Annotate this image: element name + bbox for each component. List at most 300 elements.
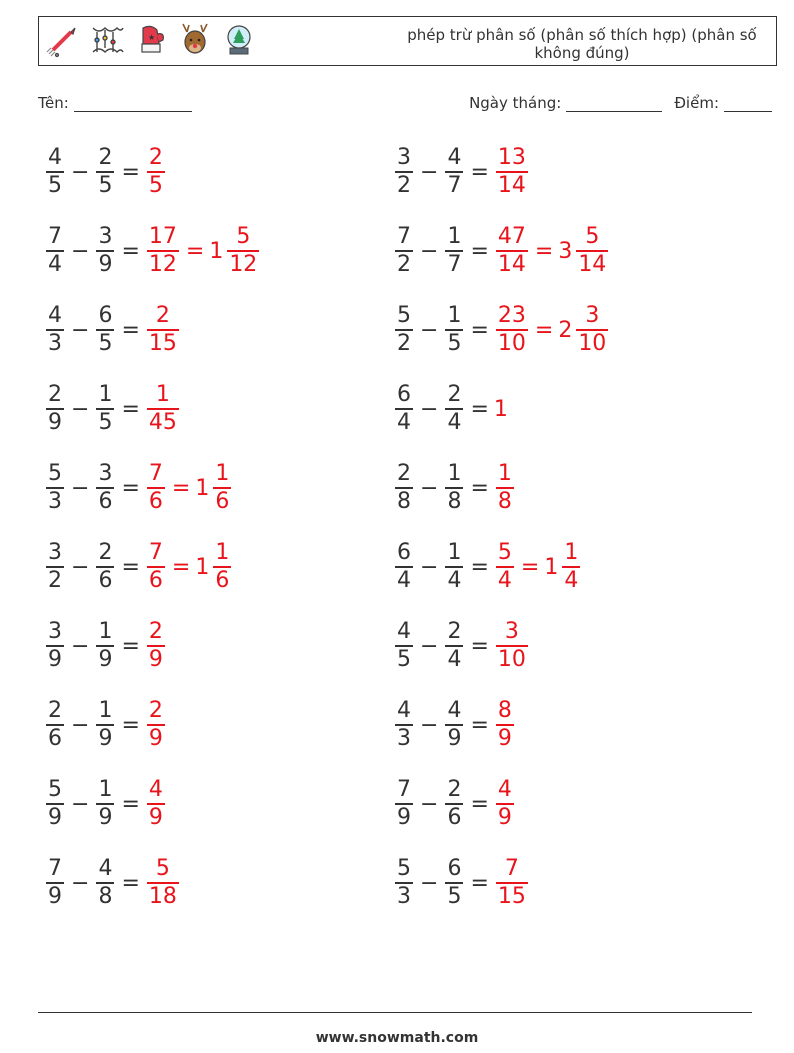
equals-sign: = bbox=[470, 712, 489, 738]
answer-fraction bbox=[147, 540, 165, 594]
equals-sign: = bbox=[470, 238, 489, 264]
denominator: 7 bbox=[447, 172, 462, 198]
numerator: 4 bbox=[98, 856, 113, 882]
numerator: 23 bbox=[497, 303, 526, 329]
reindeer-icon bbox=[177, 22, 213, 62]
minus-sign: − bbox=[71, 791, 90, 817]
answer-fraction bbox=[147, 382, 179, 436]
numerator: 7 bbox=[148, 461, 163, 487]
minuend-fraction bbox=[395, 619, 413, 673]
denominator: 3 bbox=[397, 883, 411, 909]
minuend-fraction bbox=[395, 698, 413, 752]
subtrahend-fraction bbox=[445, 461, 463, 515]
numerator: 7 bbox=[397, 777, 411, 803]
mixed-fraction bbox=[576, 303, 608, 357]
mixed-fraction bbox=[213, 461, 231, 515]
answer bbox=[145, 619, 167, 673]
minus-sign: − bbox=[71, 870, 90, 896]
answer-fraction bbox=[496, 619, 528, 673]
denominator: 5 bbox=[148, 172, 163, 198]
denominator: 6 bbox=[98, 567, 113, 593]
numerator: 5 bbox=[497, 540, 512, 566]
answer bbox=[494, 540, 582, 594]
subtrahend-fraction bbox=[96, 698, 114, 752]
numerator: 5 bbox=[585, 224, 600, 250]
header-box bbox=[38, 16, 777, 66]
numerator: 5 bbox=[236, 224, 251, 250]
answer-fraction bbox=[496, 856, 528, 910]
equals-sign: = bbox=[171, 554, 191, 580]
subtrahend-fraction bbox=[96, 540, 114, 594]
minus-sign: − bbox=[420, 554, 439, 580]
numerator: 2 bbox=[397, 461, 411, 487]
denominator: 10 bbox=[578, 330, 607, 356]
minus-sign: − bbox=[420, 791, 439, 817]
equals-sign: = bbox=[121, 712, 140, 738]
minuend-fraction bbox=[46, 461, 64, 515]
denominator: 8 bbox=[98, 883, 113, 909]
denominator: 4 bbox=[48, 251, 62, 277]
denominator: 14 bbox=[497, 251, 526, 277]
minuend-fraction bbox=[395, 461, 413, 515]
answer-fraction bbox=[496, 540, 514, 594]
denominator: 6 bbox=[215, 567, 230, 593]
numerator: 3 bbox=[98, 224, 113, 250]
denominator: 9 bbox=[48, 883, 62, 909]
denominator: 8 bbox=[497, 488, 512, 514]
problem-item bbox=[393, 298, 610, 362]
numerator: 1 bbox=[98, 382, 113, 408]
denominator: 6 bbox=[148, 488, 163, 514]
numerator: 6 bbox=[98, 303, 113, 329]
subtrahend-fraction bbox=[96, 777, 114, 831]
numerator: 1 bbox=[215, 540, 230, 566]
subtrahend-fraction bbox=[96, 382, 114, 436]
score-label: Điểm: bbox=[674, 94, 719, 112]
minus-sign: − bbox=[71, 554, 90, 580]
numerator: 7 bbox=[504, 856, 519, 882]
minus-sign: − bbox=[420, 475, 439, 501]
answer bbox=[494, 303, 610, 357]
mixed-whole: 1 bbox=[544, 554, 559, 580]
denominator: 5 bbox=[48, 172, 62, 198]
numerator: 4 bbox=[397, 698, 411, 724]
mixed-fraction bbox=[227, 224, 259, 278]
numerator: 3 bbox=[48, 619, 62, 645]
problem-item bbox=[44, 535, 233, 599]
minuend-fraction bbox=[46, 777, 64, 831]
minuend-fraction bbox=[395, 540, 413, 594]
equals-sign: = bbox=[121, 870, 140, 896]
answer-fraction bbox=[147, 224, 179, 278]
answer bbox=[145, 856, 181, 910]
numerator: 1 bbox=[447, 303, 462, 329]
numerator: 1 bbox=[447, 224, 462, 250]
svg-text:★: ★ bbox=[148, 33, 156, 42]
mixed-fraction bbox=[213, 540, 231, 594]
numerator: 2 bbox=[48, 382, 62, 408]
subtrahend-fraction bbox=[96, 856, 114, 910]
answer bbox=[145, 461, 233, 515]
numerator: 13 bbox=[497, 145, 526, 171]
denominator: 10 bbox=[497, 330, 526, 356]
problem-item bbox=[44, 614, 167, 678]
minus-sign: − bbox=[71, 238, 90, 264]
numerator: 4 bbox=[48, 145, 62, 171]
denominator: 7 bbox=[447, 251, 462, 277]
denominator: 9 bbox=[98, 646, 113, 672]
answer bbox=[494, 856, 530, 910]
denominator: 5 bbox=[98, 330, 113, 356]
minuend-fraction bbox=[46, 145, 64, 199]
minuend-fraction bbox=[395, 145, 413, 199]
answer-fraction bbox=[496, 303, 528, 357]
problem-item bbox=[393, 456, 516, 520]
minus-sign: − bbox=[71, 633, 90, 659]
minus-sign: − bbox=[71, 712, 90, 738]
denominator: 6 bbox=[48, 725, 62, 751]
numerator: 5 bbox=[48, 777, 62, 803]
denominator: 5 bbox=[98, 172, 113, 198]
date-score-fields bbox=[469, 94, 772, 112]
subtrahend-fraction bbox=[96, 461, 114, 515]
denominator: 3 bbox=[397, 725, 411, 751]
subtrahend-fraction bbox=[96, 145, 114, 199]
minus-sign: − bbox=[420, 159, 439, 185]
mixed-whole: 1 bbox=[195, 554, 210, 580]
denominator: 14 bbox=[497, 172, 526, 198]
equals-sign: = bbox=[470, 475, 489, 501]
date-label: Ngày tháng: bbox=[469, 94, 562, 112]
denominator: 4 bbox=[447, 409, 462, 435]
numerator: 7 bbox=[48, 224, 62, 250]
denominator: 9 bbox=[447, 725, 462, 751]
answer bbox=[494, 619, 530, 673]
numerator: 2 bbox=[48, 698, 62, 724]
minus-sign: − bbox=[71, 396, 90, 422]
denominator: 3 bbox=[48, 488, 62, 514]
denominator: 4 bbox=[564, 567, 579, 593]
problem-item bbox=[393, 772, 516, 836]
minuend-fraction bbox=[46, 303, 64, 357]
minuend-fraction bbox=[395, 224, 413, 278]
equals-sign: = bbox=[121, 396, 140, 422]
problem-item bbox=[393, 851, 530, 915]
answer bbox=[145, 303, 181, 357]
subtrahend-fraction bbox=[445, 145, 463, 199]
minuend-fraction bbox=[395, 856, 413, 910]
equals-sign: = bbox=[534, 238, 554, 264]
answer-whole: 1 bbox=[493, 396, 508, 422]
mixed-whole: 3 bbox=[558, 238, 573, 264]
answer bbox=[145, 145, 167, 199]
answer bbox=[145, 777, 167, 831]
numerator: 47 bbox=[497, 224, 526, 250]
minus-sign: − bbox=[71, 317, 90, 343]
denominator: 14 bbox=[578, 251, 607, 277]
problem-item bbox=[44, 140, 167, 204]
equals-sign: = bbox=[470, 870, 489, 896]
numerator: 8 bbox=[497, 698, 512, 724]
denominator: 3 bbox=[48, 330, 62, 356]
mixed-fraction bbox=[576, 224, 608, 278]
numerator: 7 bbox=[397, 224, 411, 250]
numerator: 5 bbox=[48, 461, 62, 487]
denominator: 15 bbox=[497, 883, 526, 909]
answer bbox=[494, 397, 510, 422]
name-blank[interactable] bbox=[74, 95, 192, 112]
minus-sign: − bbox=[420, 712, 439, 738]
denominator: 4 bbox=[397, 409, 411, 435]
minuend-fraction bbox=[46, 698, 64, 752]
mixed-whole: 1 bbox=[209, 238, 224, 264]
equals-sign: = bbox=[121, 317, 140, 343]
problem-item bbox=[44, 377, 181, 441]
numerator: 4 bbox=[447, 698, 462, 724]
equals-sign: = bbox=[470, 159, 489, 185]
denominator: 2 bbox=[397, 330, 411, 356]
denominator: 9 bbox=[497, 725, 512, 751]
numerator: 2 bbox=[98, 145, 113, 171]
minus-sign: − bbox=[420, 317, 439, 343]
christmas-lights-icon bbox=[89, 22, 125, 62]
numerator: 1 bbox=[497, 461, 512, 487]
denominator: 6 bbox=[447, 804, 462, 830]
problem-item bbox=[44, 851, 181, 915]
denominator: 15 bbox=[148, 330, 177, 356]
minuend-fraction bbox=[46, 382, 64, 436]
equals-sign: = bbox=[171, 475, 191, 501]
numerator: 17 bbox=[148, 224, 177, 250]
denominator: 9 bbox=[148, 646, 163, 672]
answer-fraction bbox=[496, 777, 514, 831]
problem-item bbox=[393, 535, 582, 599]
problem-item bbox=[44, 219, 261, 283]
denominator: 9 bbox=[497, 804, 512, 830]
answer-fraction bbox=[496, 698, 514, 752]
mixed-whole: 2 bbox=[558, 317, 573, 343]
denominator: 4 bbox=[447, 567, 462, 593]
denominator: 9 bbox=[48, 646, 62, 672]
numerator: 3 bbox=[48, 540, 62, 566]
denominator: 12 bbox=[148, 251, 177, 277]
denominator: 4 bbox=[397, 567, 411, 593]
denominator: 2 bbox=[397, 251, 411, 277]
subtrahend-fraction bbox=[445, 224, 463, 278]
score-blank[interactable] bbox=[724, 95, 772, 112]
worksheet-title: phép trừ phân số (phân số thích hợp) (phân số không đúng) bbox=[407, 26, 757, 62]
denominator: 5 bbox=[98, 409, 113, 435]
answer bbox=[145, 540, 233, 594]
numerator: 1 bbox=[215, 461, 230, 487]
subtrahend-fraction bbox=[445, 856, 463, 910]
numerator: 2 bbox=[155, 303, 170, 329]
answer-fraction bbox=[496, 461, 514, 515]
minuend-fraction bbox=[46, 619, 64, 673]
denominator: 5 bbox=[447, 883, 462, 909]
minus-sign: − bbox=[420, 870, 439, 896]
numerator: 4 bbox=[447, 145, 462, 171]
student-info-row bbox=[38, 94, 772, 116]
equals-sign: = bbox=[470, 396, 489, 422]
denominator: 10 bbox=[497, 646, 526, 672]
subtrahend-fraction bbox=[96, 303, 114, 357]
denominator: 8 bbox=[397, 488, 411, 514]
numerator: 2 bbox=[148, 145, 163, 171]
denominator: 2 bbox=[397, 172, 411, 198]
numerator: 2 bbox=[98, 540, 113, 566]
numerator: 7 bbox=[148, 540, 163, 566]
problem-item bbox=[393, 377, 510, 441]
numerator: 1 bbox=[447, 461, 462, 487]
equals-sign: = bbox=[121, 159, 140, 185]
name-field bbox=[38, 94, 192, 112]
numerator: 4 bbox=[148, 777, 163, 803]
header-icons bbox=[45, 22, 257, 62]
numerator: 7 bbox=[48, 856, 62, 882]
snow-globe-icon bbox=[221, 22, 257, 62]
mitten-icon bbox=[133, 22, 169, 62]
numerator: 6 bbox=[397, 382, 411, 408]
equals-sign: = bbox=[470, 317, 489, 343]
numerator: 5 bbox=[397, 303, 411, 329]
numerator: 6 bbox=[447, 856, 462, 882]
answer-fraction bbox=[147, 303, 179, 357]
footer-url: www.snowmath.com bbox=[315, 1030, 479, 1046]
minuend-fraction bbox=[395, 303, 413, 357]
numerator: 2 bbox=[148, 619, 163, 645]
numerator: 3 bbox=[585, 303, 600, 329]
numerator: 3 bbox=[397, 145, 411, 171]
subtrahend-fraction bbox=[445, 540, 463, 594]
answer bbox=[494, 777, 516, 831]
problem-item bbox=[393, 219, 610, 283]
answer bbox=[145, 382, 181, 436]
denominator: 5 bbox=[447, 330, 462, 356]
subtrahend-fraction bbox=[96, 224, 114, 278]
denominator: 2 bbox=[48, 567, 62, 593]
minus-sign: − bbox=[420, 633, 439, 659]
equals-sign: = bbox=[121, 554, 140, 580]
denominator: 9 bbox=[98, 804, 113, 830]
answer bbox=[145, 698, 167, 752]
mixed-fraction bbox=[562, 540, 580, 594]
denominator: 9 bbox=[397, 804, 411, 830]
minuend-fraction bbox=[46, 224, 64, 278]
problem-item bbox=[44, 298, 181, 362]
numerator: 2 bbox=[148, 698, 163, 724]
numerator: 2 bbox=[447, 777, 462, 803]
numerator: 1 bbox=[98, 777, 113, 803]
numerator: 5 bbox=[155, 856, 170, 882]
equals-sign: = bbox=[520, 554, 540, 580]
answer bbox=[145, 224, 261, 278]
problem-item bbox=[44, 456, 233, 520]
equals-sign: = bbox=[534, 317, 554, 343]
subtrahend-fraction bbox=[445, 777, 463, 831]
footer-divider bbox=[38, 1012, 752, 1013]
answer-fraction bbox=[147, 619, 165, 673]
numerator: 3 bbox=[504, 619, 519, 645]
minuend-fraction bbox=[46, 856, 64, 910]
mixed-whole: 1 bbox=[195, 475, 210, 501]
minus-sign: − bbox=[71, 159, 90, 185]
denominator: 6 bbox=[98, 488, 113, 514]
problem-item bbox=[393, 614, 530, 678]
denominator: 9 bbox=[148, 804, 163, 830]
answer bbox=[494, 224, 610, 278]
answer-fraction bbox=[147, 856, 179, 910]
minus-sign: − bbox=[420, 238, 439, 264]
equals-sign: = bbox=[470, 554, 489, 580]
denominator: 12 bbox=[229, 251, 258, 277]
subtrahend-fraction bbox=[445, 698, 463, 752]
answer-fraction bbox=[147, 145, 165, 199]
answer-fraction bbox=[496, 224, 528, 278]
numerator: 6 bbox=[397, 540, 411, 566]
answer bbox=[494, 461, 516, 515]
firework-rocket-icon bbox=[45, 22, 81, 62]
minuend-fraction bbox=[395, 382, 413, 436]
denominator: 6 bbox=[215, 488, 230, 514]
numerator: 4 bbox=[397, 619, 411, 645]
subtrahend-fraction bbox=[445, 382, 463, 436]
numerator: 1 bbox=[98, 698, 113, 724]
denominator: 9 bbox=[98, 725, 113, 751]
equals-sign: = bbox=[470, 633, 489, 659]
denominator: 5 bbox=[397, 646, 411, 672]
numerator: 2 bbox=[447, 619, 462, 645]
answer bbox=[494, 145, 530, 199]
numerator: 3 bbox=[98, 461, 113, 487]
answer bbox=[494, 698, 516, 752]
numerator: 1 bbox=[564, 540, 579, 566]
answer-fraction bbox=[147, 777, 165, 831]
denominator: 6 bbox=[148, 567, 163, 593]
numerator: 1 bbox=[447, 540, 462, 566]
name-label: Tên: bbox=[38, 94, 69, 112]
denominator: 45 bbox=[148, 409, 177, 435]
numerator: 2 bbox=[447, 382, 462, 408]
equals-sign: = bbox=[470, 791, 489, 817]
numerator: 5 bbox=[397, 856, 411, 882]
denominator: 8 bbox=[447, 488, 462, 514]
problem-item bbox=[393, 693, 516, 757]
answer-fraction bbox=[147, 698, 165, 752]
minuend-fraction bbox=[46, 540, 64, 594]
denominator: 18 bbox=[148, 883, 177, 909]
problem-item bbox=[44, 693, 167, 757]
problem-item bbox=[393, 140, 530, 204]
numerator: 1 bbox=[98, 619, 113, 645]
answer-fraction bbox=[496, 145, 528, 199]
equals-sign: = bbox=[121, 238, 140, 264]
subtrahend-fraction bbox=[96, 619, 114, 673]
problem-item bbox=[44, 772, 167, 836]
subtrahend-fraction bbox=[445, 303, 463, 357]
minuend-fraction bbox=[395, 777, 413, 831]
subtrahend-fraction bbox=[445, 619, 463, 673]
minus-sign: − bbox=[420, 396, 439, 422]
denominator: 9 bbox=[48, 409, 62, 435]
numerator: 4 bbox=[48, 303, 62, 329]
answer-fraction bbox=[147, 461, 165, 515]
denominator: 4 bbox=[447, 646, 462, 672]
numerator: 4 bbox=[497, 777, 512, 803]
denominator: 9 bbox=[98, 251, 113, 277]
date-blank[interactable] bbox=[566, 95, 662, 112]
equals-sign: = bbox=[121, 633, 140, 659]
